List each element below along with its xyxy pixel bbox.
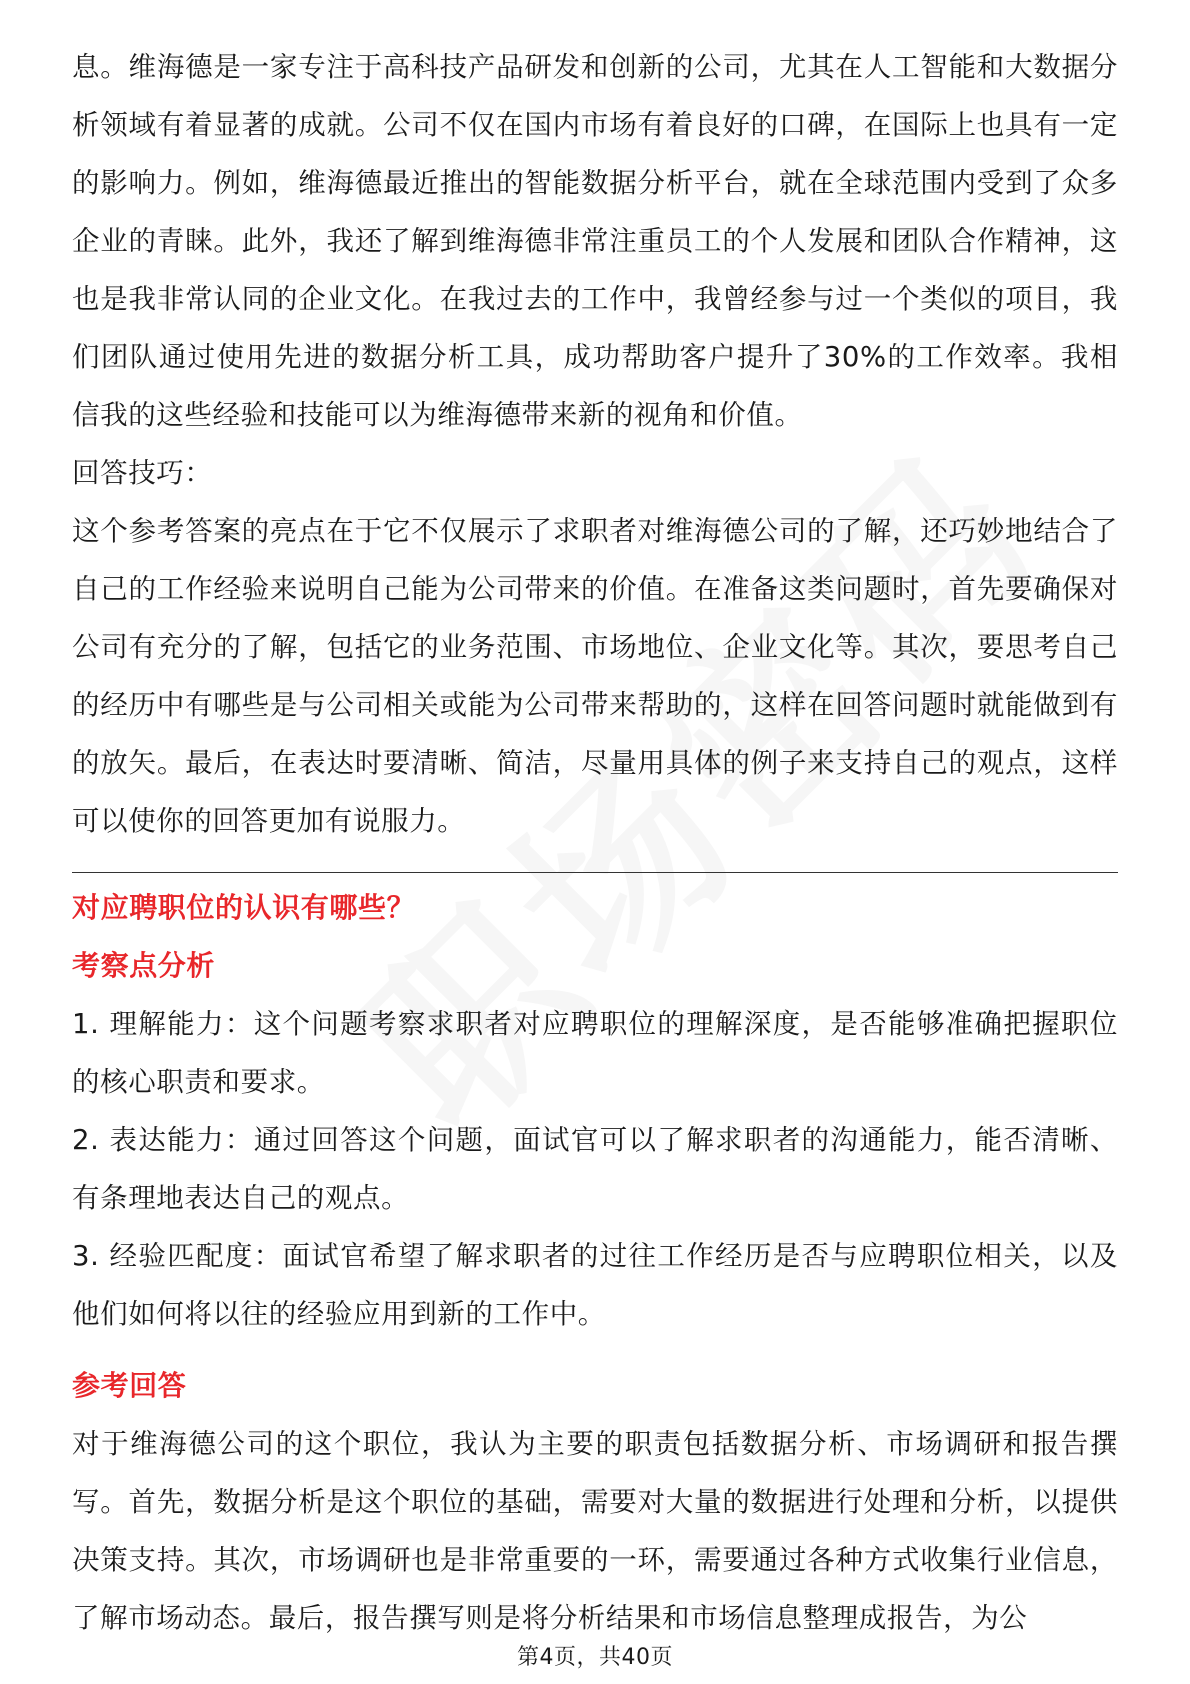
tips-paragraph: 这个参考答案的亮点在于它不仅展示了求职者对维海德公司的了解，还巧妙地结合了自己的工作经验来说明自己能为公司带来的价值。在准备这类问题时，首先要确保对公司有充分的了解，包括它的业务范围、市场地位、企业文化等。其次，要思考自己的经历中有哪些是与公司相关或能为公司带来帮助的，这样在回答问题时就能做到有的放矢。最后，在表达时要清晰、简洁，尽量用具体的例子来支持自己的观点，这样可以使你的回答更加有说服力。 xyxy=(72,515,1118,837)
analysis-title: 考察点分析 xyxy=(72,949,216,982)
page-footer: 第4页，共40页 xyxy=(517,1645,673,1670)
analysis-item: 2. 表达能力：通过回答这个问题，面试官可以了解求职者的沟通能力，能否清晰、有条理地表达自己的观点。 xyxy=(72,1124,1118,1214)
reference-title: 参考回答 xyxy=(72,1369,187,1402)
analysis-item: 1. 理解能力：这个问题考察求职者对应聘职位的理解深度，是否能够准确把握职位的核心职责和要求。 xyxy=(72,1008,1118,1098)
answer-paragraph: 息。维海德是一家专注于高科技产品研发和创新的公司，尤其在人工智能和大数据分析领域有着显著的成就。公司不仅在国内市场有着良好的口碑，在国际上也具有一定的影响力。例如，维海德最近推出的智能数据分析平台，就在全球范围内受到了众多企业的青睐。此外，我还了解到维海德非常注重员工的个人发展和团队合作精神，这也是我非常认同的企业文化。在我过去的工作中，我曾经参与过一个类似的项目，我们团队通过使用先进的数据分析工具，成功帮助客户提升了30%的工作效率。我相信我的这些经验和技能可以为维海德带来新的视角和价值。 xyxy=(72,51,1118,431)
reference-paragraph: 对于维海德公司的这个职位，我认为主要的职责包括数据分析、市场调研和报告撰写。首先，数据分析是这个职位的基础，需要对大量的数据进行处理和分析，以提供决策支持。其次，市场调研也是非常重要的一环，需要通过各种方式收集行业信息，了解市场动态。最后，报告撰写则是将分析结果和市场信息整理成报告，为公 xyxy=(72,1428,1118,1634)
analysis-item: 3. 经验匹配度：面试官希望了解求职者的过往工作经历是否与应聘职位相关，以及他们如何将以往的经验应用到新的工作中。 xyxy=(72,1240,1118,1330)
document-page xyxy=(72,38,1118,1647)
tips-label: 回答技巧： xyxy=(72,457,213,489)
spacer xyxy=(72,1343,1118,1357)
section-divider xyxy=(72,872,1118,873)
question-title: 对应聘职位的认识有哪些？ xyxy=(72,891,416,924)
